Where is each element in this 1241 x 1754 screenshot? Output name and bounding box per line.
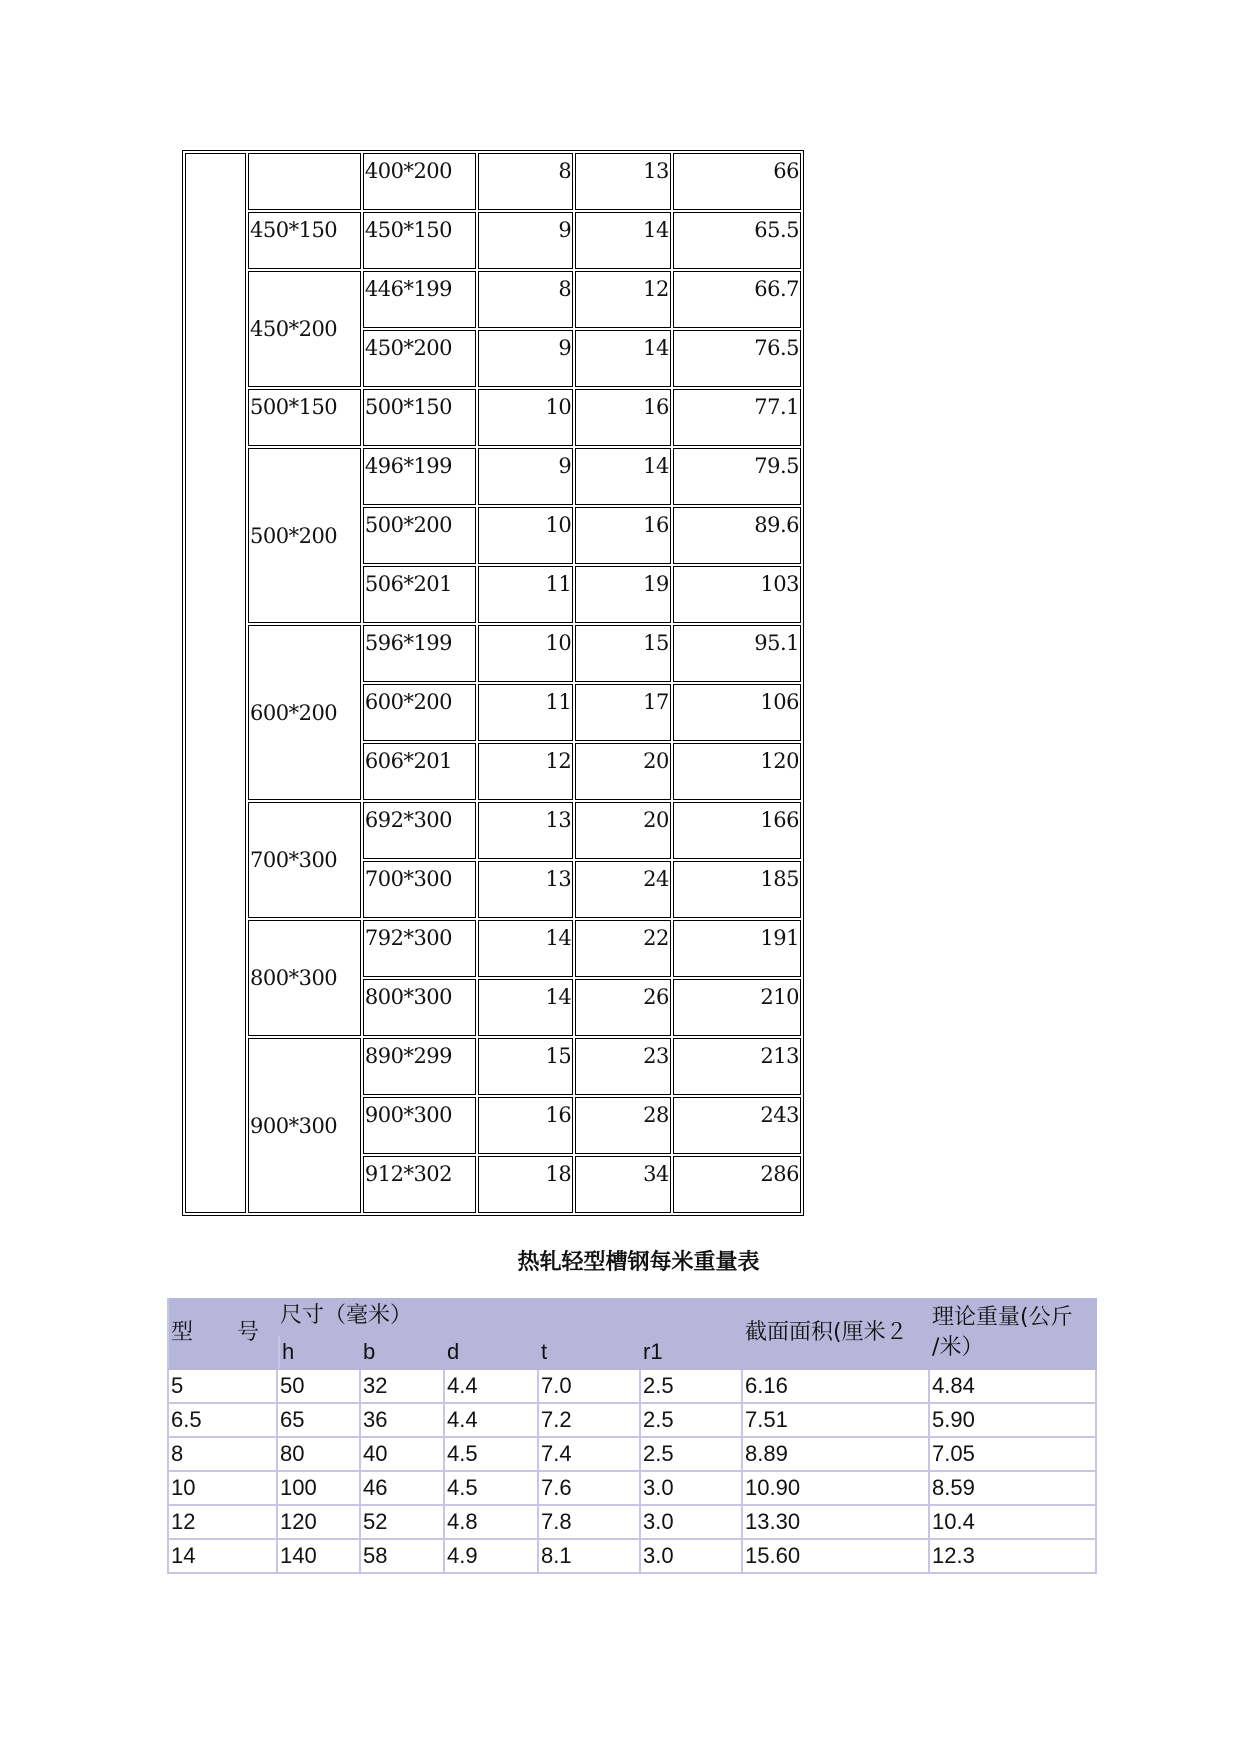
b-cell: 52 [361, 1506, 445, 1540]
table-row [185, 625, 801, 682]
r1-cell: 2.5 [641, 1438, 743, 1472]
weight-cell: 103 [673, 566, 801, 623]
web-thickness-cell: 16 [478, 1097, 574, 1154]
weight-cell: 7.05 [930, 1438, 1097, 1472]
table-row [167, 1370, 1097, 1404]
weight-cell: 5.90 [930, 1404, 1097, 1438]
area-cell: 15.60 [743, 1540, 930, 1574]
d-cell: 4.5 [445, 1472, 539, 1506]
web-thickness-cell: 14 [478, 979, 574, 1036]
weight-cell: 213 [673, 1038, 801, 1095]
flange-thickness-cell: 26 [575, 979, 671, 1036]
web-thickness-cell: 11 [478, 566, 574, 623]
flange-thickness-cell: 17 [575, 684, 671, 741]
header-area: 截面面积(厘米２ [743, 1298, 930, 1370]
flange-thickness-cell: 14 [575, 448, 671, 505]
b-cell: 58 [361, 1540, 445, 1574]
spec-cell [248, 153, 361, 210]
t-cell: 7.2 [539, 1404, 641, 1438]
web-thickness-cell: 11 [478, 684, 574, 741]
size-cell: 600*200 [363, 684, 476, 741]
web-thickness-cell: 13 [478, 802, 574, 859]
weight-cell: 8.59 [930, 1472, 1097, 1506]
t-cell: 7.8 [539, 1506, 641, 1540]
channel-steel-table [167, 1298, 1097, 1574]
size-cell: 450*200 [363, 330, 476, 387]
channel-steel-weight-table [167, 1298, 1097, 1574]
area-cell: 6.16 [743, 1370, 930, 1404]
size-cell: 700*300 [363, 861, 476, 918]
header-row-1 [167, 1298, 1097, 1336]
flange-thickness-cell: 20 [575, 743, 671, 800]
header-h: h [278, 1336, 361, 1370]
weight-cell: 120 [673, 743, 801, 800]
flange-thickness-cell: 13 [575, 153, 671, 210]
weight-cell: 243 [673, 1097, 801, 1154]
spec-cell: 500*150 [248, 389, 361, 446]
web-thickness-cell: 9 [478, 330, 574, 387]
size-cell: 800*300 [363, 979, 476, 1036]
model-cell: 12 [167, 1506, 278, 1540]
caption-text: 热轧轻型槽钢每米重量表 [517, 1250, 760, 1275]
weight-cell: 76.5 [673, 330, 801, 387]
web-thickness-cell: 15 [478, 1038, 574, 1095]
h-beam-table [182, 150, 804, 1216]
flange-thickness-cell: 28 [575, 1097, 671, 1154]
web-thickness-cell: 10 [478, 389, 574, 446]
web-thickness-cell: 9 [478, 212, 574, 269]
t-cell: 7.0 [539, 1370, 641, 1404]
model-cell: 8 [167, 1438, 278, 1472]
size-cell: 450*150 [363, 212, 476, 269]
weight-cell: 10.4 [930, 1506, 1097, 1540]
model-cell: 6.5 [167, 1404, 278, 1438]
table-row [167, 1540, 1097, 1574]
r1-cell: 2.5 [641, 1370, 743, 1404]
flange-thickness-cell: 34 [575, 1156, 671, 1213]
size-cell: 792*300 [363, 920, 476, 977]
weight-cell: 166 [673, 802, 801, 859]
spec-cell: 500*200 [248, 448, 361, 623]
weight-cell: 191 [673, 920, 801, 977]
header-t: t [539, 1336, 641, 1370]
flange-thickness-cell: 16 [575, 507, 671, 564]
h-cell: 50 [278, 1370, 361, 1404]
table-row [185, 389, 801, 446]
web-thickness-cell: 10 [478, 625, 574, 682]
area-cell: 8.89 [743, 1438, 930, 1472]
header-weight-line2: /米） [932, 1335, 984, 1360]
area-cell: 13.30 [743, 1506, 930, 1540]
b-cell: 32 [361, 1370, 445, 1404]
table-row [185, 802, 801, 859]
header-size-group: 尺寸（毫米） [278, 1298, 743, 1336]
flange-thickness-cell: 14 [575, 330, 671, 387]
spec-cell: 450*150 [248, 212, 361, 269]
weight-cell: 210 [673, 979, 801, 1036]
header-r1: r1 [641, 1336, 743, 1370]
table-row [185, 920, 801, 977]
h-cell: 100 [278, 1472, 361, 1506]
model-cell: 5 [167, 1370, 278, 1404]
d-cell: 4.4 [445, 1404, 539, 1438]
h-beam-table-continued [182, 150, 804, 1216]
header-d: d [445, 1336, 539, 1370]
weight-cell: 79.5 [673, 448, 801, 505]
table-row [185, 1038, 801, 1095]
model-cell: 14 [167, 1540, 278, 1574]
b-cell: 36 [361, 1404, 445, 1438]
size-cell: 912*302 [363, 1156, 476, 1213]
web-thickness-cell: 12 [478, 743, 574, 800]
model-cell: 10 [167, 1472, 278, 1506]
d-cell: 4.4 [445, 1370, 539, 1404]
d-cell: 4.5 [445, 1438, 539, 1472]
table-caption [0, 1245, 1241, 1276]
table-row [167, 1404, 1097, 1438]
size-cell: 692*300 [363, 802, 476, 859]
h-cell: 120 [278, 1506, 361, 1540]
weight-cell: 66.7 [673, 271, 801, 328]
weight-cell: 65.5 [673, 212, 801, 269]
r1-cell: 3.0 [641, 1506, 743, 1540]
size-cell: 496*199 [363, 448, 476, 505]
h-cell: 80 [278, 1438, 361, 1472]
d-cell: 4.9 [445, 1540, 539, 1574]
header-model: 型 号 [167, 1298, 278, 1370]
header-weight-line1: 理论重量(公斤 [932, 1305, 1073, 1330]
size-cell: 506*201 [363, 566, 476, 623]
weight-cell: 12.3 [930, 1540, 1097, 1574]
table-row [185, 212, 801, 269]
weight-cell: 286 [673, 1156, 801, 1213]
r1-cell: 2.5 [641, 1404, 743, 1438]
area-cell: 10.90 [743, 1472, 930, 1506]
size-cell: 890*299 [363, 1038, 476, 1095]
spec-cell: 600*200 [248, 625, 361, 800]
size-cell: 500*200 [363, 507, 476, 564]
size-cell: 596*199 [363, 625, 476, 682]
flange-thickness-cell: 14 [575, 212, 671, 269]
t-cell: 7.4 [539, 1438, 641, 1472]
weight-cell: 106 [673, 684, 801, 741]
area-cell: 7.51 [743, 1404, 930, 1438]
h-cell: 140 [278, 1540, 361, 1574]
header-weight [930, 1298, 1097, 1370]
flange-thickness-cell: 12 [575, 271, 671, 328]
weight-cell: 77.1 [673, 389, 801, 446]
spec-cell: 700*300 [248, 802, 361, 918]
b-cell: 46 [361, 1472, 445, 1506]
flange-thickness-cell: 23 [575, 1038, 671, 1095]
flange-thickness-cell: 20 [575, 802, 671, 859]
r1-cell: 3.0 [641, 1472, 743, 1506]
table-row [167, 1472, 1097, 1506]
table-row [185, 271, 801, 328]
size-cell: 500*150 [363, 389, 476, 446]
size-cell: 900*300 [363, 1097, 476, 1154]
size-cell: 400*200 [363, 153, 476, 210]
table-row [167, 1438, 1097, 1472]
d-cell: 4.8 [445, 1506, 539, 1540]
weight-cell: 89.6 [673, 507, 801, 564]
web-thickness-cell: 18 [478, 1156, 574, 1213]
weight-cell: 4.84 [930, 1370, 1097, 1404]
spec-cell: 450*200 [248, 271, 361, 387]
web-thickness-cell: 8 [478, 153, 574, 210]
size-cell: 606*201 [363, 743, 476, 800]
web-thickness-cell: 13 [478, 861, 574, 918]
r1-cell: 3.0 [641, 1540, 743, 1574]
flange-thickness-cell: 22 [575, 920, 671, 977]
category-cell [185, 153, 246, 1213]
size-cell: 446*199 [363, 271, 476, 328]
weight-cell: 185 [673, 861, 801, 918]
header-b: b [361, 1336, 445, 1370]
spec-cell: 900*300 [248, 1038, 361, 1213]
flange-thickness-cell: 19 [575, 566, 671, 623]
web-thickness-cell: 14 [478, 920, 574, 977]
weight-cell: 95.1 [673, 625, 801, 682]
table-row [185, 153, 801, 210]
flange-thickness-cell: 15 [575, 625, 671, 682]
spec-cell: 800*300 [248, 920, 361, 1036]
h-cell: 65 [278, 1404, 361, 1438]
table-row [167, 1506, 1097, 1540]
table-row [185, 448, 801, 505]
flange-thickness-cell: 16 [575, 389, 671, 446]
weight-cell: 66 [673, 153, 801, 210]
web-thickness-cell: 9 [478, 448, 574, 505]
web-thickness-cell: 10 [478, 507, 574, 564]
t-cell: 8.1 [539, 1540, 641, 1574]
flange-thickness-cell: 24 [575, 861, 671, 918]
web-thickness-cell: 8 [478, 271, 574, 328]
t-cell: 7.6 [539, 1472, 641, 1506]
b-cell: 40 [361, 1438, 445, 1472]
